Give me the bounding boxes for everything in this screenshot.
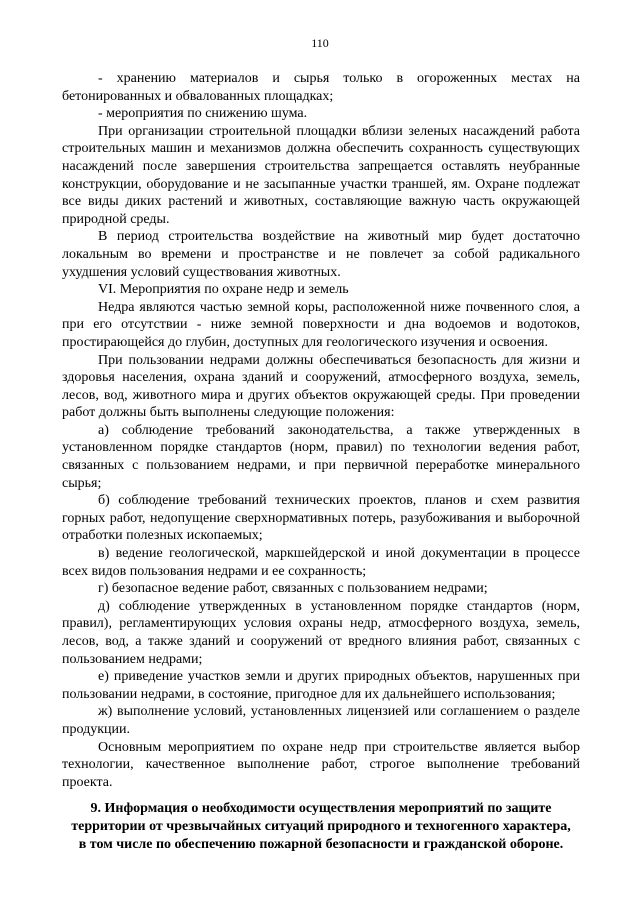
paragraph: При организации строительной площадки вблизи зеленых насаждений работа строительных машин и механизмов должна обеспечить сохранность существующих насаждений после завершения строительства запрещается оставлять неубранные конструкции, оборудование и не засыпанные участки траншей, ям. Охране подлежат все виды диких растений и животных, составляющие важную часть окружающей природной среды. bbox=[62, 123, 580, 227]
section-subheading: VI. Мероприятия по охране недр и земель bbox=[98, 282, 349, 298]
paragraph: - хранению материалов и сырья только в огороженных местах на бетонированных и обвалованных площадках; bbox=[62, 71, 580, 104]
list-item: д) соблюдение утвержденных в установленном порядке стандартов (норм, правил), регламентирующих условия охраны недр, атмосферного воздуха, земель, лесов, вод, а также зданий и сооружений от вредного влияния работ, связанных с пользованием недрами; bbox=[62, 598, 580, 667]
paragraph: - мероприятия по снижению шума. bbox=[98, 106, 308, 122]
section-heading-line: территории от чрезвычайных ситуаций природного и техногенного характера, bbox=[71, 819, 571, 834]
paragraph: При пользовании недрами должны обеспечиваться безопасность для жизни и здоровья населения, охрана зданий и сооружений, атмосферного воздуха, земель, лесов, вод, животного мира и других объектов окружающей среды. При проведении работ должны быть выполнены следующие положения: bbox=[62, 352, 580, 421]
list-item: б) соблюдение требований технических проектов, планов и схем развития горных работ, недопущение сверхнормативных потерь, разубоживания и выборочной отработки полезных ископаемых; bbox=[62, 493, 580, 544]
list-item: г) безопасное ведение работ, связанных с пользованием недрами; bbox=[98, 581, 488, 597]
list-item: в) ведение геологической, маркшейдерской и иной документации в процессе всех видов пользования недрами и ее сохранность; bbox=[62, 546, 580, 579]
body-text bbox=[62, 70, 580, 791]
page-number: 110 bbox=[311, 36, 329, 50]
paragraph: В период строительства воздействие на животный мир будет достаточно локальным во времени и пространстве и не повлечет за собой радикального ухудшения условий существования животных. bbox=[62, 229, 580, 280]
paragraph: Недра являются частью земной коры, расположенной ниже почвенного слоя, а при его отсутствии - ниже земной поверхности и дна водоемов и водотоков, простирающейся до глубин, доступных для геологического изучения и освоения. bbox=[62, 299, 580, 350]
section-heading-line: 9. Информация о необходимости осуществления мероприятий по защите bbox=[90, 801, 552, 816]
paragraph: Основным мероприятием по охране недр при строительстве является выбор технологии, качественное выполнение работ, строгое выполнение требований проекта. bbox=[62, 739, 580, 790]
list-item: ж) выполнение условий, установленных лицензией или соглашением о разделе продукции. bbox=[62, 704, 580, 737]
list-item: е) приведение участков земли и других природных объектов, нарушенных при пользовании недрами, в состояние, пригодное для их дальнейшего использования; bbox=[62, 669, 580, 702]
list-item: а) соблюдение требований законодательства, а также утвержденных в установленном порядке стандартов (норм, правил) по технологии ведения работ, связанных с пользованием недрами, и при первичной переработке минерального сырья; bbox=[62, 422, 580, 491]
section-heading bbox=[62, 800, 580, 854]
section-heading-line: в том числе по обеспечению пожарной безопасности и гражданской обороне. bbox=[78, 837, 564, 852]
